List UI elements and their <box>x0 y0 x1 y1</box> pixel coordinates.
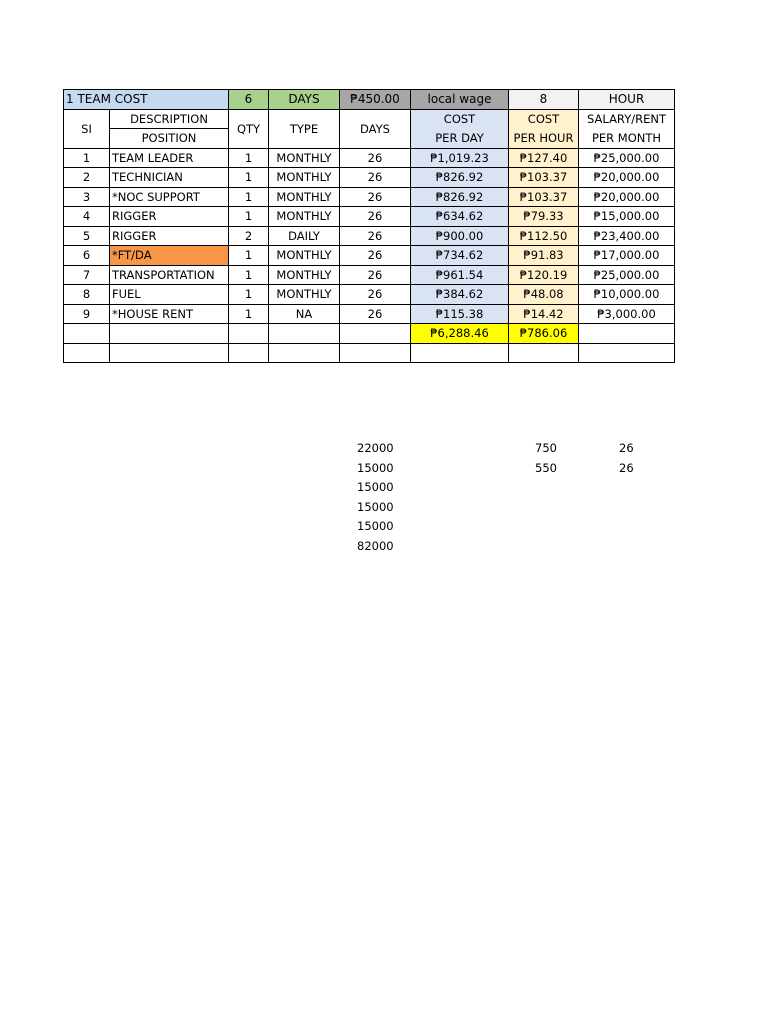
table-row <box>64 304 675 324</box>
total-cost-per-hour[interactable]: ₱786.06 <box>509 324 579 344</box>
cell-days[interactable]: 26 <box>340 226 411 246</box>
cell-salary-per-month[interactable]: ₱20,000.00 <box>579 187 675 207</box>
cell-si[interactable]: 6 <box>64 246 110 266</box>
header-row <box>64 90 675 110</box>
cell-position[interactable]: TRANSPORTATION <box>110 265 229 285</box>
cell-si[interactable]: 3 <box>64 187 110 207</box>
cell-type[interactable]: MONTHLY <box>269 207 340 227</box>
col-description[interactable]: DESCRIPTION <box>110 109 229 129</box>
cell-position[interactable]: RIGGER <box>110 226 229 246</box>
col-cost-per-day-bottom[interactable]: PER DAY <box>411 129 509 149</box>
cell-cost-per-day[interactable]: ₱634.62 <box>411 207 509 227</box>
cell-position[interactable]: *FT/DA <box>110 246 229 266</box>
cell-days[interactable]: 26 <box>340 304 411 324</box>
cell-position[interactable]: FUEL <box>110 285 229 305</box>
side-values-column-c <box>619 439 634 478</box>
side-value-cell[interactable]: 15000 <box>357 460 394 475</box>
col-si[interactable]: SI <box>64 109 110 148</box>
cell-type[interactable]: MONTHLY <box>269 265 340 285</box>
cell-days[interactable]: 26 <box>340 168 411 188</box>
col-position[interactable]: POSITION <box>110 129 229 149</box>
cell-cost-per-day[interactable]: ₱1,019.23 <box>411 148 509 168</box>
sheet-title[interactable]: 1 TEAM COST <box>64 90 229 110</box>
table-row <box>64 168 675 188</box>
side-value-cell[interactable]: 15000 <box>357 480 394 494</box>
cell-cost-per-day[interactable]: ₱826.92 <box>411 187 509 207</box>
cell-qty[interactable]: 1 <box>229 187 269 207</box>
cell-salary-per-month[interactable]: ₱3,000.00 <box>579 304 675 324</box>
totals-row <box>64 324 675 344</box>
cell-cost-per-day[interactable]: ₱734.62 <box>411 246 509 266</box>
side-value-cell[interactable]: 550 <box>535 460 557 475</box>
cell-qty[interactable]: 1 <box>229 285 269 305</box>
cell-qty[interactable]: 1 <box>229 207 269 227</box>
empty-cell[interactable] <box>64 324 110 344</box>
empty-cell[interactable] <box>64 343 110 363</box>
days-count[interactable]: 6 <box>229 90 269 110</box>
cell-cost-per-hour[interactable]: ₱103.37 <box>509 168 579 188</box>
cell-cost-per-hour[interactable]: ₱120.19 <box>509 265 579 285</box>
col-salary-top[interactable]: SALARY/RENT <box>579 109 675 129</box>
cell-qty[interactable]: 1 <box>229 265 269 285</box>
cell-cost-per-day[interactable]: ₱826.92 <box>411 168 509 188</box>
table-row <box>64 285 675 305</box>
cell-position[interactable]: *HOUSE RENT <box>110 304 229 324</box>
empty-cell[interactable] <box>269 324 340 344</box>
table-row <box>64 207 675 227</box>
empty-cell[interactable] <box>411 343 509 363</box>
cell-si[interactable]: 7 <box>64 265 110 285</box>
cell-si[interactable]: 1 <box>64 148 110 168</box>
cell-cost-per-day[interactable]: ₱900.00 <box>411 226 509 246</box>
hours-count[interactable]: 8 <box>509 90 579 110</box>
table-row <box>64 148 675 168</box>
col-qty[interactable]: QTY <box>229 109 269 148</box>
side-value-cell[interactable]: 22000 <box>357 441 394 455</box>
cell-cost-per-hour[interactable]: ₱103.37 <box>509 187 579 207</box>
cell-qty[interactable]: 1 <box>229 148 269 168</box>
empty-cell[interactable] <box>509 343 579 363</box>
total-cost-per-day[interactable]: ₱6,288.46 <box>411 324 509 344</box>
col-cost-per-day-top[interactable]: COST <box>411 109 509 129</box>
cell-position[interactable]: RIGGER <box>110 207 229 227</box>
cell-si[interactable]: 9 <box>64 304 110 324</box>
col-days[interactable]: DAYS <box>340 109 411 148</box>
cell-days[interactable]: 26 <box>340 148 411 168</box>
team-cost-table <box>63 89 675 363</box>
cell-type[interactable]: MONTHLY <box>269 168 340 188</box>
cell-cost-per-hour[interactable]: ₱79.33 <box>509 207 579 227</box>
empty-cell[interactable] <box>110 324 229 344</box>
cell-position[interactable]: *NOC SUPPORT <box>110 187 229 207</box>
cell-salary-per-month[interactable]: ₱23,400.00 <box>579 226 675 246</box>
table-row <box>64 226 675 246</box>
empty-cell[interactable] <box>110 343 229 363</box>
cell-cost-per-day[interactable]: ₱384.62 <box>411 285 509 305</box>
cell-si[interactable]: 2 <box>64 168 110 188</box>
cell-position[interactable]: TECHNICIAN <box>110 168 229 188</box>
cell-si[interactable]: 4 <box>64 207 110 227</box>
cell-type[interactable]: MONTHLY <box>269 187 340 207</box>
cell-cost-per-day[interactable]: ₱115.38 <box>411 304 509 324</box>
cell-qty[interactable]: 2 <box>229 226 269 246</box>
side-value-cell[interactable]: 26 <box>619 460 634 475</box>
cell-days[interactable]: 26 <box>340 285 411 305</box>
cell-cost-per-hour[interactable]: ₱127.40 <box>509 148 579 168</box>
cell-cost-per-day[interactable]: ₱961.54 <box>411 265 509 285</box>
empty-cell[interactable] <box>229 324 269 344</box>
col-salary-bottom[interactable]: PER MONTH <box>579 129 675 149</box>
empty-cell[interactable] <box>340 343 411 363</box>
cell-cost-per-hour[interactable]: ₱91.83 <box>509 246 579 266</box>
cell-cost-per-hour[interactable]: ₱48.08 <box>509 285 579 305</box>
cell-salary-per-month[interactable]: ₱17,000.00 <box>579 246 675 266</box>
cell-salary-per-month[interactable]: ₱20,000.00 <box>579 168 675 188</box>
cell-position[interactable]: TEAM LEADER <box>110 148 229 168</box>
empty-cell[interactable] <box>269 343 340 363</box>
wage-label[interactable]: local wage <box>411 90 509 110</box>
cell-days[interactable]: 26 <box>340 246 411 266</box>
empty-cell[interactable] <box>579 343 675 363</box>
cell-type[interactable]: DAILY <box>269 226 340 246</box>
side-value-cell[interactable]: 15000 <box>357 499 394 514</box>
cell-type[interactable]: MONTHLY <box>269 285 340 305</box>
cell-qty[interactable]: 1 <box>229 246 269 266</box>
cell-salary-per-month[interactable]: ₱15,000.00 <box>579 207 675 227</box>
cell-type[interactable]: MONTHLY <box>269 246 340 266</box>
col-cost-per-hour-top[interactable]: COST <box>509 109 579 129</box>
empty-cell[interactable] <box>229 343 269 363</box>
empty-cell[interactable] <box>579 324 675 344</box>
side-value-cell[interactable]: 82000 <box>357 538 394 553</box>
cell-cost-per-hour[interactable]: ₱14.42 <box>509 304 579 324</box>
cell-type[interactable]: MONTHLY <box>269 148 340 168</box>
col-cost-per-hour-bottom[interactable]: PER HOUR <box>509 129 579 149</box>
cell-days[interactable]: 26 <box>340 207 411 227</box>
side-values-column-a <box>357 439 394 556</box>
cell-si[interactable]: 8 <box>64 285 110 305</box>
cell-salary-per-month[interactable]: ₱25,000.00 <box>579 148 675 168</box>
cell-salary-per-month[interactable]: ₱10,000.00 <box>579 285 675 305</box>
cell-days[interactable]: 26 <box>340 265 411 285</box>
hours-label[interactable]: HOUR <box>579 90 675 110</box>
cell-cost-per-hour[interactable]: ₱112.50 <box>509 226 579 246</box>
days-label[interactable]: DAYS <box>269 90 340 110</box>
blank-row <box>64 343 675 363</box>
column-header-row-1 <box>64 109 675 129</box>
side-value-cell[interactable]: 26 <box>619 441 634 455</box>
col-type[interactable]: TYPE <box>269 109 340 148</box>
side-values-column-b <box>535 439 557 478</box>
side-value-cell[interactable]: 15000 <box>357 519 394 533</box>
wage-amount[interactable]: ₱450.00 <box>340 90 411 110</box>
table-row <box>64 246 675 266</box>
cell-salary-per-month[interactable]: ₱25,000.00 <box>579 265 675 285</box>
cell-type[interactable]: NA <box>269 304 340 324</box>
table-row <box>64 187 675 207</box>
cell-qty[interactable]: 1 <box>229 168 269 188</box>
side-value-cell[interactable]: 750 <box>535 441 557 455</box>
empty-cell[interactable] <box>340 324 411 344</box>
cell-si[interactable]: 5 <box>64 226 110 246</box>
cell-qty[interactable]: 1 <box>229 304 269 324</box>
cell-days[interactable]: 26 <box>340 187 411 207</box>
table-row <box>64 265 675 285</box>
